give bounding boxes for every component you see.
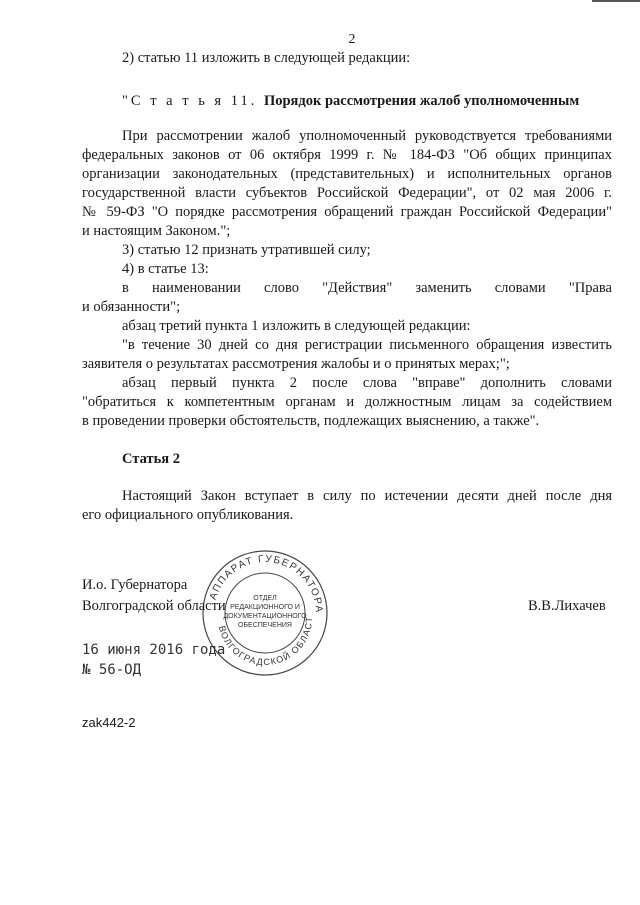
paragraph-line: в проведении проверки обстоятельств, подлежащих выяснению, а также". — [82, 413, 540, 429]
seal-inner-line: РЕДАКЦИОННОГО И — [230, 604, 300, 611]
paragraph-line: абзац первый пункта 2 после слова "вправе" дополнить словами — [122, 375, 612, 391]
paragraph-line: "в течение 30 дней со дня регистрации письменного обращения известить — [122, 337, 612, 353]
signatory-position-line-2: Волгоградской области — [82, 598, 226, 614]
amendment-item-4: 4) в статье 13: — [122, 261, 209, 277]
paragraph-line: в наименовании слово "Действия" заменить словами "Права — [122, 280, 612, 296]
amendment-item-2: 2) статью 11 изложить в следующей редакции: — [122, 50, 411, 66]
scan-edge-line — [592, 0, 640, 2]
article-11-heading — [122, 92, 579, 111]
page-number: 2 — [348, 32, 356, 47]
seal-top-text: АППАРАТ ГУБЕРНАТОРА — [207, 553, 325, 614]
amendment-item-3: 3) статью 12 признать утратившей силу; — [122, 242, 371, 258]
law-number: № 56-ОД — [82, 662, 142, 678]
article-11-prefix: "С т а т ь я 11. — [122, 93, 264, 109]
paragraph-line: абзац третий пункта 1 изложить в следующей редакции: — [122, 318, 471, 334]
seal-bottom-text: ВОЛГОГРАДСКОЙ ОБЛАСТ — [216, 615, 315, 668]
paragraph-line: № 59-ФЗ "О порядке рассмотрения обращений граждан Российской Федерации" — [82, 204, 612, 220]
paragraph-line: и настоящим Законом."; — [82, 223, 231, 239]
paragraph-line: и обязанности"; — [82, 299, 181, 315]
paragraph-line: организации законодательных (представительных) и исполнительных органов — [82, 166, 612, 182]
signatory-name: В.В.Лихачев — [528, 598, 606, 614]
paragraph-line: его официального опубликования. — [82, 507, 294, 523]
paragraph-line: Настоящий Закон вступает в силу по истечении десяти дней после дня — [122, 488, 612, 504]
signing-date: 16 июня 2016 года — [82, 642, 226, 658]
paragraph-line: При рассмотрении жалоб уполномоченный руководствуется требованиями — [122, 128, 612, 144]
signatory-position-line-1: И.о. Губернатора — [82, 577, 188, 593]
paragraph-line: "обратиться к компетентным органам и должностным лицам за содействием — [82, 394, 612, 410]
seal-inner-line: ОБЕСПЕЧЕНИЯ — [238, 622, 292, 629]
paragraph-line: заявителя о результатах рассмотрения жалобы и о принятых мерах;"; — [82, 356, 510, 372]
document-code: zak442-2 — [82, 715, 136, 730]
paragraph-line: федеральных законов от 06 октября 1999 г. № 184-ФЗ "Об общих принципах — [82, 147, 612, 163]
seal-inner-line: ОТДЕЛ — [253, 595, 277, 602]
article-2-heading: Статья 2 — [122, 451, 180, 467]
article-11-title: Порядок рассмотрения жалоб уполномоченным — [263, 93, 580, 109]
seal-inner-line: ДОКУМЕНТАЦИОННОГО — [223, 613, 307, 620]
paragraph-line: государственной власти субъектов Российской Федерации", от 02 мая 2006 г. — [82, 185, 612, 201]
